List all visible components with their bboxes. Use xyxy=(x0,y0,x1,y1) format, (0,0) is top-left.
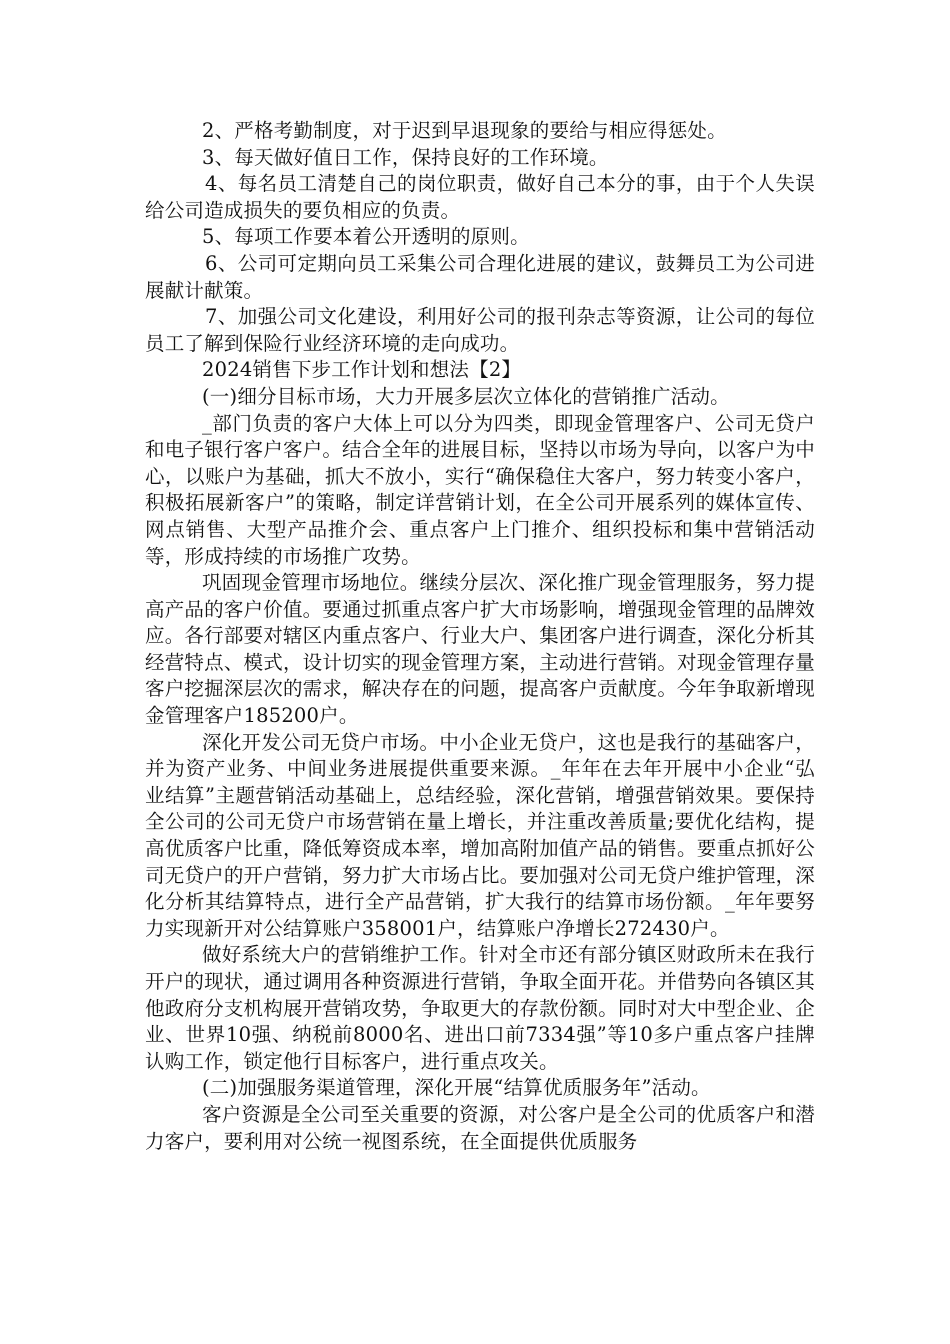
subheading-two: (二)加强服务渠道管理，深化开展“结算优质服务年”活动。 xyxy=(202,1076,711,1100)
paragraph-system-accounts: 做好系统大户的营销维护工作。针对全市还有部分镇区财政所未在我行开户的现状，通过调用各种资源进行营销，争取全面开花。并借势向各镇区其他政府分支机构展开营销攻势，争取更大的存款份额。同时对大中型企业、企业、世界10强、纳税前8000名、进出口前7334强”等10多户重点客户挂牌认购工作，锁定他行目标客户，进行重点攻关。 xyxy=(145,943,815,1073)
paragraph-rule-6: 6、公司可定期向员工采集公司合理化进展的建议，鼓舞员工为公司进展献计献策。 xyxy=(145,251,815,302)
section-heading: 2024销售下步工作计划和想法【2】 xyxy=(202,358,522,382)
paragraph-rule-4: 4、每名员工清楚自己的岗位职责，做好自己本分的事，由于个人失误给公司造成损失的要负相应的负责。 xyxy=(145,172,815,222)
paragraph-customer-resources: 客户资源是全公司至关重要的资源，对公客户是全公司的优质客户和潜力客户，要利用对公统一视图系统，在全面提供优质服务 xyxy=(145,1102,815,1153)
paragraph-customer-segments: _部门负责的客户大体上可以分为四类，即现金管理客户、公司无贷户和电子银行客户客户。结合全年的进展目标，坚持以市场为导向，以客户为中心，以账户为基础，抓大不放小，实行“确保稳住大客户，努力转变小客户，积极拓展新客户”的策略，制定详营销计划，在全公司开展系列的媒体宣传、网点销售、大型产品推介会、重点客户上门推介、组织投标和集中营销活动等，形成持续的市场推广攻势。 xyxy=(145,411,815,568)
paragraph-rule-7: 7、加强公司文化建设，利用好公司的报刊杂志等资源，让公司的每位员工了解到保险行业经济环境的走向成功。 xyxy=(145,305,815,355)
paragraph-no-loan-market: 深化开发公司无贷户市场。中小企业无贷户，这也是我行的基础客户，并为资产业务、中间业务进展提供重要来源。_年年在去年开展中小企业“弘业结算”主题营销活动基础上，总结经验，深化营销，增强营销效果。要保持全公司的公司无贷户市场营销在量上增长，并注重改善质量;要优化结构，提高优质客户比重，降低筹资成本率，增加高附加值产品的销售。要重点抓好公司无贷户的开户营销，努力扩大市场占比。要加强对公司无贷户维护管理，深化分析其结算特点，进行全产品营销，扩大我行的结算市场份额。_年年要努力实现新开对公结算账户358001户，结算账户净增长272430户。 xyxy=(145,730,815,940)
paragraph-cash-management: 巩固现金管理市场地位。继续分层次、深化推广现金管理服务，努力提高产品的客户价值。要通过抓重点客户扩大市场影响，增强现金管理的品牌效应。各行部要对辖区内重点客户、行业大户、集团客户进行调查，深化分析其经营特点、模式，设计切实的现金管理方案，主动进行营销。对现金管理存量客户挖掘深层次的需求，解决存在的问题，提高客户贡献度。今年争取新增现金管理客户185200户。 xyxy=(145,571,815,728)
paragraph-rule-3: 3、每天做好值日工作，保持良好的工作环境。 xyxy=(202,145,609,169)
subheading-one: (一)细分目标市场，大力开展多层次立体化的营销推广活动。 xyxy=(202,384,730,408)
document-body xyxy=(145,118,815,1155)
paragraph-rule-5: 5、每项工作要本着公开透明的原则。 xyxy=(202,225,530,249)
paragraph-rule-2: 2、严格考勤制度，对于迟到早退现象的要给与相应得惩处。 xyxy=(202,119,727,142)
